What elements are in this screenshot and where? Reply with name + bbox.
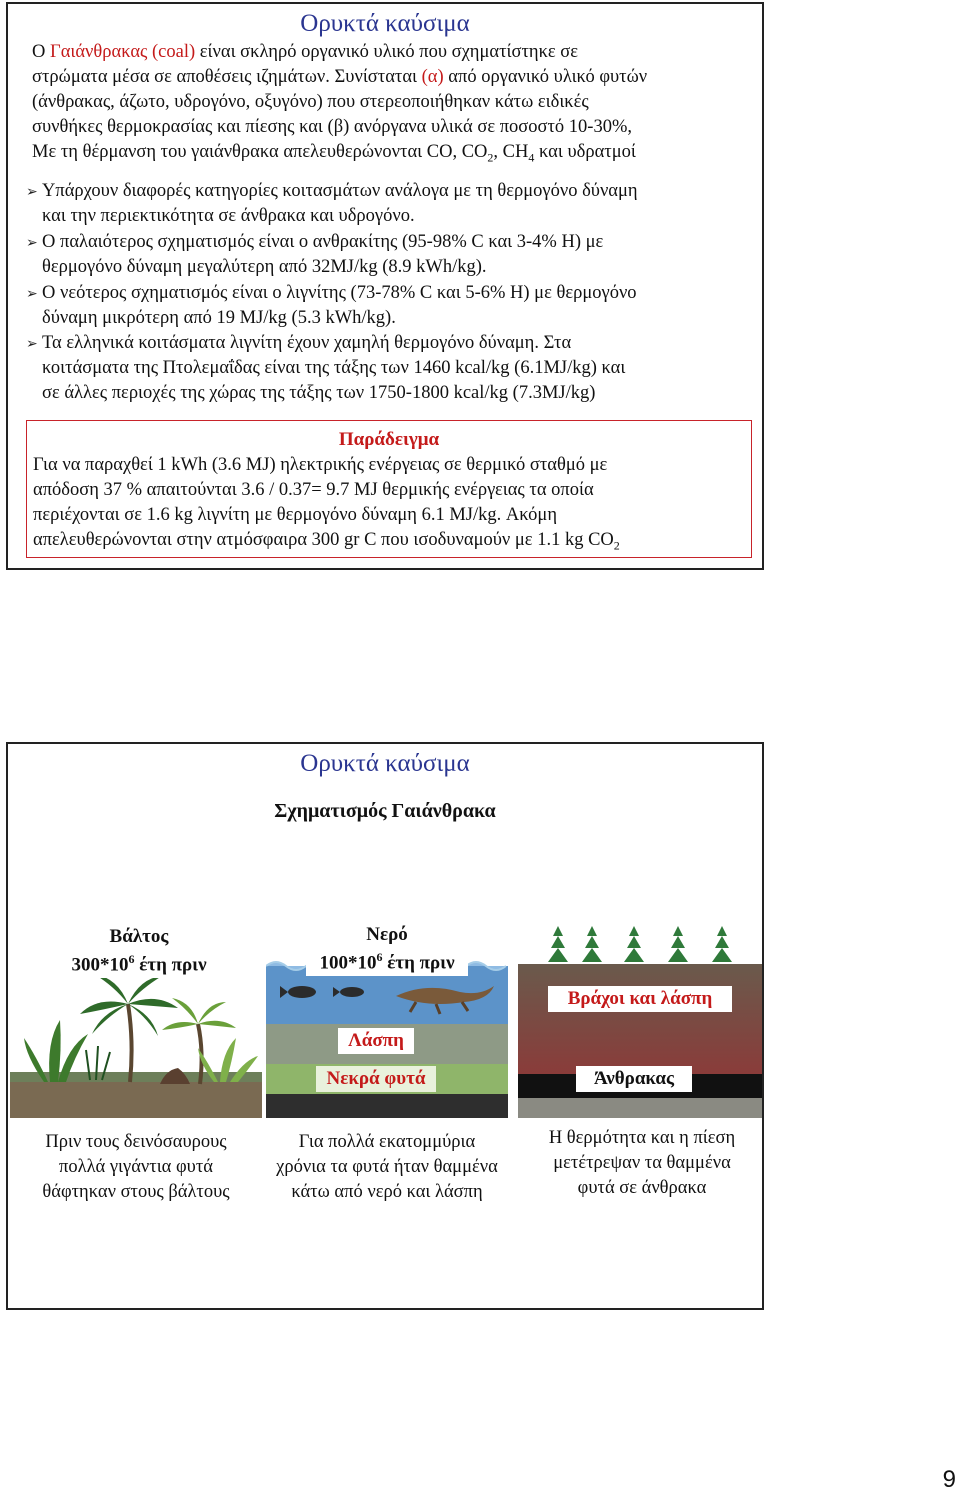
coal-formation-illustration — [518, 912, 762, 1118]
example-title: Παράδειγμα — [338, 429, 440, 450]
example-line-1: Για να παραχθεί 1 kWh (3.6 MJ) ηλεκτρικής ενέργειας σε θερμικό σταθμό με — [33, 455, 608, 475]
bullet-4-line-1: ➢ Τα ελληνικά κοιτάσματα λιγνίτη έχουν χαμηλή θερμογόνο δύναμη. Στα — [26, 331, 571, 357]
page-number: 9 — [942, 1466, 956, 1493]
intro-line-1: Ο Γαιάνθρακας (coal) είναι σκληρό οργανικό υλικό που σχηματίστηκε σε — [32, 42, 579, 62]
arrow-bullet-icon: ➢ — [26, 336, 38, 352]
bullet-3-line-2: δύναμη μικρότερη από 19 MJ/kg (5.3 kWh/kg). — [42, 308, 396, 328]
bullet-2-line-2: θερμογόνο δύναμη μεγαλύτερη από 32MJ/kg (8.9 kWh/kg). — [42, 257, 487, 277]
intro-line-3: (άνθρακας, άζωτο, υδρογόνο, οξυγόνο) που στερεοποιήθηκαν κάτω ειδικές — [32, 92, 589, 112]
coal-formation-caption: Η θερμότητα και η πίεση μετέτρεψαν τα θαμμένα φυτά σε άνθρακα — [548, 1128, 736, 1198]
coal-term: Γαιάνθρακας (coal) — [50, 42, 196, 62]
slide-1 — [6, 2, 764, 570]
intro-line-5: Με τη θέρμανση του γαιάνθρακα απελευθερώνονται CO, $CO_2$, $CH_4$ και υδρατμοί — [32, 142, 636, 165]
swamp-illustration — [10, 912, 262, 1118]
bullet-1-line-1: ➢ Υπάρχουν διαφορές κατηγορίες κοιτασμάτων ανάλογα με τη θερμογόνο δύναμη — [26, 179, 638, 205]
intro-line-2: στρώματα μέσα σε αποθέσεις ιζημάτων. Συνίσταται (α) από οργανικό υλικό φυτών — [32, 67, 648, 87]
slide-2-title: Ορυκτά καύσιμα — [300, 750, 470, 777]
bullet-1-line-2: και την περιεκτικότητα σε άνθρακα και υδρογόνο. — [42, 206, 415, 226]
water-label: Νερό $100*10^6$ έτη πριν — [306, 922, 468, 976]
coal-label: Άνθρακας — [576, 1066, 692, 1092]
arrow-bullet-icon: ➢ — [26, 286, 38, 302]
intro-line-4: συνθήκες θερμοκρασίας και πίεσης και (β) ανόργανα υλικά σε ποσοστό 10-30%, — [32, 117, 633, 137]
bullet-2-line-1: ➢ Ο παλαιότερος σχηματισμός είναι ο ανθρακίτης (95-98% C και 3-4% Η) με — [26, 230, 603, 256]
water-mud-caption: Για πολλά εκατομμύρια χρόνια τα φυτά ήταν θαμμένα κάτω από νερό και λάσπη — [276, 1132, 498, 1202]
swamp-label: Βάλτος $300*10^6$ έτη πριν — [50, 924, 228, 978]
water-mud-illustration — [266, 912, 508, 1118]
slide-1-title: Ορυκτά καύσιμα — [300, 10, 470, 37]
rocks-mud-label: Βράχοι και λάσπη — [548, 986, 732, 1012]
bullet-4-line-3: σε άλλες περιοχές της χώρας της τάξης των 1750-1800 kcal/kg (7.3MJ/kg) — [42, 383, 596, 403]
example-line-2: απόδοση 37 % απαιτούνται 3.6 / 0.37= 9.7 MJ θερμικής ενέργειας τα οποία — [33, 480, 594, 500]
example-line-3: περιέχονται σε 1.6 kg λιγνίτη με θερμογόνο δύναμη 6.1 MJ/kg. Ακόμη — [33, 505, 558, 525]
mud-label: Λάσπη — [338, 1028, 414, 1054]
swamp-caption: Πριν τους δεινόσαυρους πολλά γιγάντια φυτά θάφτηκαν στους βάλτους — [42, 1132, 230, 1202]
bullet-3-line-1: ➢ Ο νεότερος σχηματισμός είναι ο λιγνίτης (73-78% C και 5-6% Η) με θερμογόνο — [26, 281, 637, 307]
arrow-bullet-icon: ➢ — [26, 235, 38, 251]
arrow-bullet-icon: ➢ — [26, 184, 38, 200]
example-box — [26, 420, 752, 558]
slide-2 — [6, 742, 764, 1310]
dead-plants-label: Νεκρά φυτά — [316, 1066, 436, 1092]
bullet-4-line-2: κοιτάσματα της Πτολεμαΐδας είναι της τάξης των 1460 kcal/kg (6.1MJ/kg) και — [42, 358, 626, 378]
slide-2-subtitle: Σχηματισμός Γαιάνθρακα — [274, 800, 496, 822]
example-line-4: απελευθερώνονται στην ατμόσφαιρα 300 gr C που ισοδυναμούν με 1.1 kg $CO_2$ — [33, 530, 620, 553]
